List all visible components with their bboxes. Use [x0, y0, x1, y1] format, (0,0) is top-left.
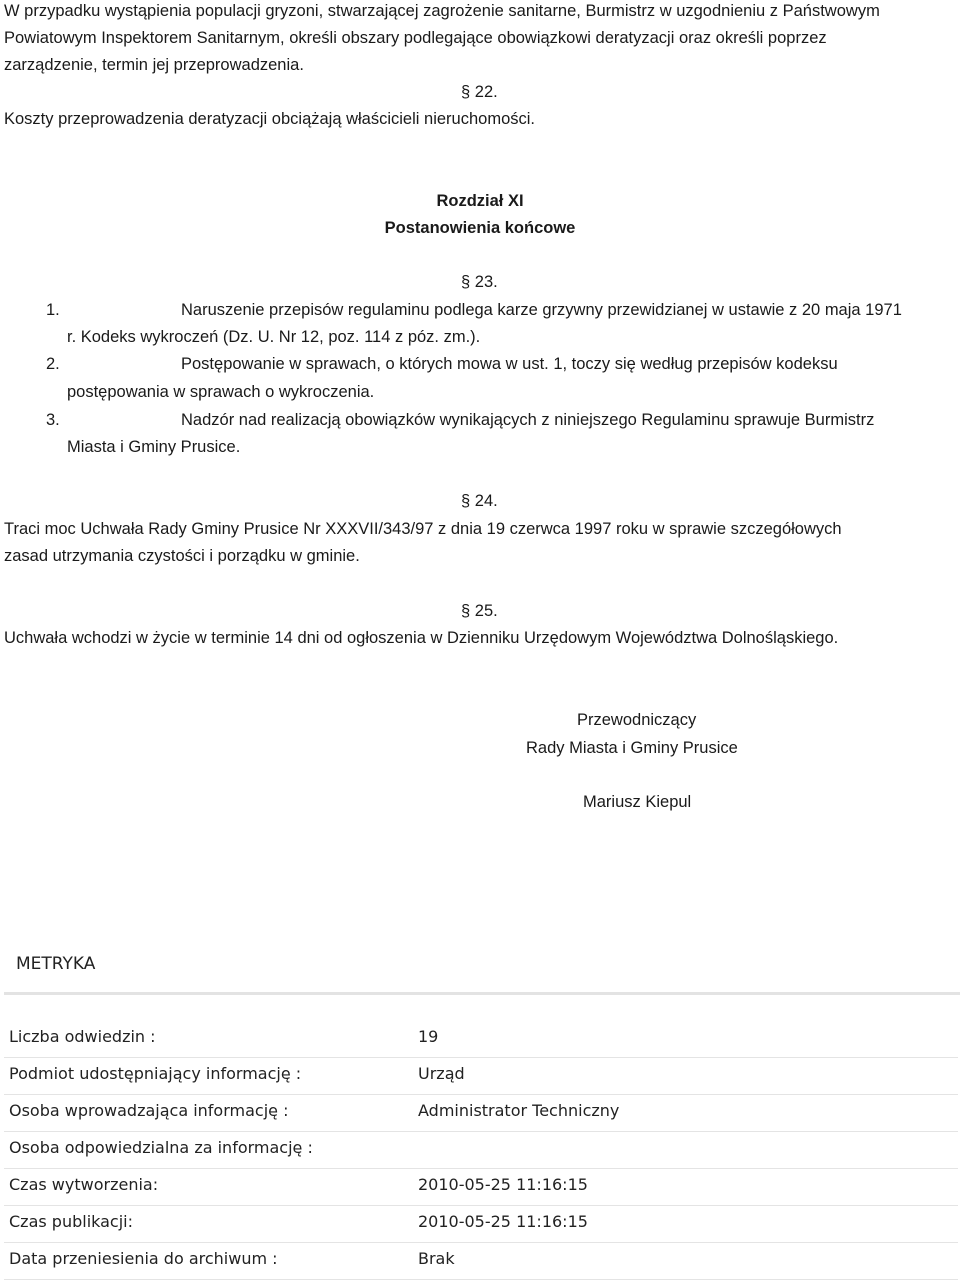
metryka-label: Czas publikacji:	[9, 1212, 134, 1231]
metryka-value: 2010-05-25 11:16:15	[418, 1175, 588, 1194]
item-text-line-1: Postępowanie w sprawach, o których mowa w ust. 1, toczy się według przepisów kodeksu	[181, 355, 838, 373]
metryka-label: Data przeniesienia do archiwum :	[9, 1249, 278, 1268]
item-text-line-2: postępowania w sprawach o wykroczenia.	[67, 383, 375, 401]
metryka-title: METRYKA	[16, 954, 96, 974]
item-number: 1.	[46, 301, 60, 319]
section-sign-icon: §	[461, 492, 475, 510]
metryka-value: 19	[418, 1027, 439, 1046]
metryka-label: Liczba odwiedzin :	[9, 1027, 156, 1046]
section-24-heading: § 24.	[461, 492, 498, 510]
item-text-line-1: Nadzór nad realizacją obowiązków wynikających z niniejszego Regulaminu sprawuje Burmistrz	[181, 411, 875, 429]
section-25-text: Uchwała wchodzi w życie w terminie 14 dni od ogłoszenia w Dzienniku Urzędowym Województwa Dolnośląskiego.	[4, 629, 839, 647]
metryka-value: 2010-05-25 11:16:15	[418, 1212, 588, 1231]
intro-line-2: Powiatowym Inspektorem Sanitarnym, określi obszary podlegające obowiązkowi deratyzacji oraz określi poprzez	[4, 29, 827, 47]
metryka-value: Administrator Techniczny	[418, 1101, 620, 1120]
section-24-line-1: Traci moc Uchwała Rady Gminy Prusice Nr XXXVII/343/97 z dnia 19 czerwca 1997 roku w sprawie szczegółowych	[4, 520, 842, 538]
metryka-row	[4, 1205, 958, 1243]
section-sign-icon: §	[461, 83, 475, 101]
metryka-label: Osoba wprowadzająca informację :	[9, 1101, 289, 1120]
item-text-line-1: Naruszenie przepisów regulaminu podlega karze grzywny przewidzianej w ustawie z 20 maja 1971	[181, 301, 902, 319]
metryka-label: Osoba odpowiedzialna za informację :	[9, 1138, 313, 1157]
item-number: 2.	[46, 355, 60, 373]
metryka-divider	[4, 992, 960, 995]
signature-name: Mariusz Kiepul	[583, 793, 692, 811]
metryka-row	[4, 1020, 958, 1058]
section-22-heading: § 22.	[461, 83, 498, 101]
section-25-heading: § 25.	[461, 602, 498, 620]
section-sign-icon: §	[461, 602, 475, 620]
metryka-row	[4, 1131, 958, 1169]
chapter-title: Rozdział XI	[436, 192, 524, 210]
item-number: 3.	[46, 411, 60, 429]
signature-role: Przewodniczący	[577, 711, 697, 729]
metryka-label: Czas wytworzenia:	[9, 1175, 159, 1194]
section-sign-icon: §	[461, 273, 475, 291]
metryka-value: Brak	[418, 1249, 455, 1268]
metryka-label: Podmiot udostępniający informację :	[9, 1064, 302, 1083]
item-text-line-2: r. Kodeks wykroczeń (Dz. U. Nr 12, poz. 114 z póz. zm.).	[67, 328, 481, 346]
chapter-subtitle: Postanowienia końcowe	[384, 219, 576, 237]
item-text-line-2: Miasta i Gminy Prusice.	[67, 438, 241, 456]
section-24-line-2: zasad utrzymania czystości i porządku w gminie.	[4, 547, 360, 565]
intro-line-1: W przypadku wystąpienia populacji gryzoni, stwarzającej zagrożenie sanitarne, Burmistrz w uzgodnieniu z Państwowym	[4, 2, 880, 20]
section-22-text: Koszty przeprowadzenia deratyzacji obciążają właścicieli nieruchomości.	[4, 110, 535, 128]
metryka-row	[4, 1057, 958, 1095]
metryka-row	[4, 1168, 958, 1206]
metryka-row	[4, 1242, 958, 1280]
metryka-value: Urząd	[418, 1064, 465, 1083]
metryka-row	[4, 1094, 958, 1132]
section-23-heading: § 23.	[461, 273, 498, 291]
intro-line-3: zarządzenie, termin jej przeprowadzenia.	[4, 56, 304, 74]
signature-body: Rady Miasta i Gminy Prusice	[526, 739, 738, 757]
